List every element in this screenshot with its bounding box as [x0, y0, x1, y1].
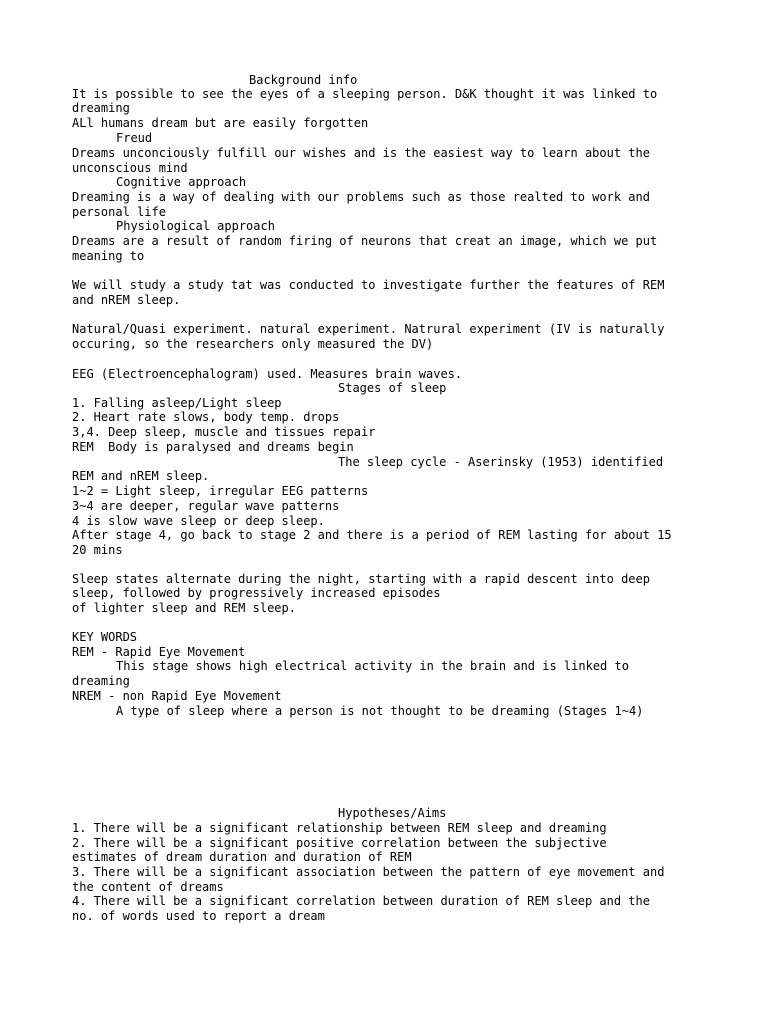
text-line: Dreams unconciously fulfill our wishes and is the easiest way to learn about the: [72, 146, 650, 160]
text-line: of lighter sleep and REM sleep.: [72, 601, 296, 615]
text-line: Dreams are a result of random firing of neurons that creat an image, which we put: [72, 234, 658, 248]
text-line: personal life: [72, 205, 166, 219]
text-line: We will study a study tat was conducted to investigate further the features of REM: [72, 278, 665, 292]
text-line: meaning to: [72, 249, 145, 263]
text-line: 4 is slow wave sleep or deep sleep.: [72, 514, 325, 528]
text-line: After stage 4, go back to stage 2 and there is a period of REM lasting for about 15: [72, 528, 672, 542]
text-line: NREM - non Rapid Eye Movement: [72, 689, 282, 703]
text-line: no. of words used to report a dream: [72, 909, 325, 923]
background-heading: Background info: [249, 73, 358, 87]
text-line: 3. There will be a significant association between the pattern of eye movement and: [72, 865, 665, 879]
text-line: It is possible to see the eyes of a sleeping person. D&K thought it was linked to: [72, 87, 658, 101]
text-line: occuring, so the researchers only measured the DV): [72, 337, 434, 351]
text-line: 4. There will be a significant correlation between duration of REM sleep and the: [72, 894, 650, 908]
key-words-heading: KEY WORDS: [72, 630, 138, 644]
text-line: and nREM sleep.: [72, 293, 181, 307]
text-line: sleep, followed by progressively increased episodes: [72, 586, 441, 600]
text-line: EEG (Electroencephalogram) used. Measures brain waves.: [72, 367, 463, 381]
hypotheses-heading: Hypotheses/Aims: [338, 806, 447, 820]
text-line: estimates of dream duration and duration of REM: [72, 850, 412, 864]
subheading-cognitive: Cognitive approach: [116, 175, 247, 189]
text-line: 3~4 are deeper, regular wave patterns: [72, 499, 340, 513]
text-line: the content of dreams: [72, 880, 224, 894]
text-line: REM and nREM sleep.: [72, 469, 210, 483]
text-line: 3,4. Deep sleep, muscle and tissues repair: [72, 425, 376, 439]
text-line: Natural/Quasi experiment. natural experiment. Natrural experiment (IV is naturally: [72, 322, 665, 336]
text-line: ALl humans dream but are easily forgotten: [72, 116, 369, 130]
text-line: unconscious mind: [72, 161, 188, 175]
text-line: Dreaming is a way of dealing with our problems such as those realted to work and: [72, 190, 650, 204]
text-line: This stage shows high electrical activity in the brain and is linked to: [116, 659, 629, 673]
text-line: REM - Rapid Eye Movement: [72, 645, 246, 659]
text-line: 1~2 = Light sleep, irregular EEG patterns: [72, 484, 369, 498]
text-line: A type of sleep where a person is not thought to be dreaming (Stages 1~4): [116, 704, 644, 718]
text-line: 2. There will be a significant positive correlation between the subjective: [72, 836, 607, 850]
stages-heading: Stages of sleep: [338, 381, 447, 395]
text-line: 1. Falling asleep/Light sleep: [72, 396, 282, 410]
text-line: dreaming: [72, 674, 130, 688]
subheading-freud: Freud: [116, 131, 153, 145]
cycle-heading: The sleep cycle - Aserinsky (1953) identified: [338, 455, 664, 469]
text-line: dreaming: [72, 101, 130, 115]
text-line: Sleep states alternate during the night, starting with a rapid descent into deep: [72, 572, 650, 586]
text-line: REM Body is paralysed and dreams begin: [72, 440, 354, 454]
text-line: 20 mins: [72, 543, 123, 557]
text-line: 2. Heart rate slows, body temp. drops: [72, 410, 340, 424]
subheading-physiological: Physiological approach: [116, 219, 275, 233]
text-line: 1. There will be a significant relationship between REM sleep and dreaming: [72, 821, 607, 835]
